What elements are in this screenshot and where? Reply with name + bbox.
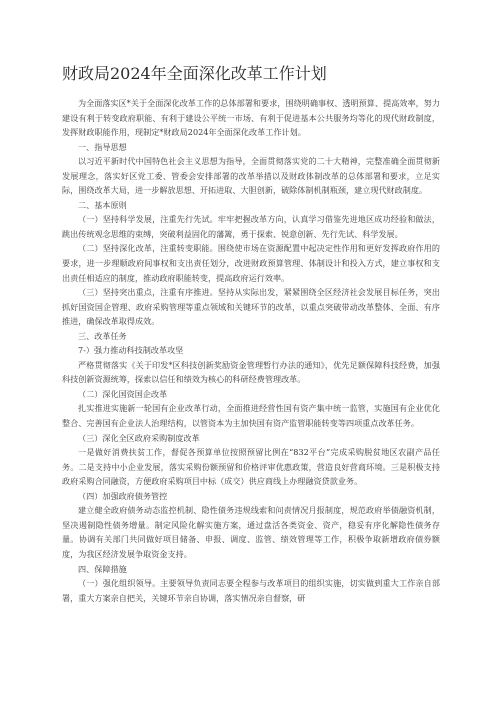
principle-1-paragraph: （一）坚持科学发展，注重先行先试。牢牢把握改革方向，认真学习借鉴先进地区成功经验和做法，跳出传统观念思维的束缚，突破利益固化的藩篱，勇于探索、锐意创新、先行先试、科学发展。 — [62, 214, 440, 239]
procurement-reform-paragraph: 一是做好消费扶贫工作，督促各预算单位按照预留比例在“832平台”完成采购脱贫地区农副产品任务。二是支持中小企业发展，落实采购份额预留和价格评审优惠政策，营造良好营商环境。三是积极支持政府采购合同融资，方便政府采购项目中标（成交）供应商线上办理融资贷款业务。 — [62, 447, 440, 487]
intro-paragraph: 为全面落实区*关于全面深化改革工作的总体部署和要求，围绕明确事权、透明预算、提高效率，努力建设有利于转变政府职能、有利于建设公平统一市场、有利于促进基本公共服务均等化的现代财政制度，发挥财政职能作用，现制定*财政局2024年全面深化改革工作计划。 — [62, 98, 440, 138]
section-heading-basic-principles: 二、基本原则 — [78, 199, 127, 210]
subheading-procurement-reform: （三）深化全区政府采购制度改革 — [78, 432, 200, 443]
subheading-debt-control: （四）加强政府债务管控 — [78, 490, 168, 501]
debt-control-paragraph: 建立健全政府债务动态监控机制、隐性债务违规线索和问责情况月报制度，规范政府举债融资机制，坚决遏制隐性债务增量。制定风险化解实施方案，通过盘活各类资金、资产，稳妥有序化解隐性债务存量。协调有关部门共同做好项目储备、申报、调度、监管、绩效管理等工作，积极争取新增政府债券额度，为我区经济发展争取资金支持。 — [62, 505, 440, 559]
section-heading-guiding-thought: 一、指导思想 — [78, 141, 127, 152]
principle-3-paragraph: （三）坚持突出重点，注重有序推进。坚持从实际出发，紧紧围绕全区经济社会发展目标任务，突出抓好国资国企管理、政府采购管理等重点领域和关键环节的改革，以重点突破带动改革整体、全面、有序推进，确保改革取得成效。 — [62, 287, 440, 327]
section-heading-safeguards: 四、保障措施 — [78, 563, 127, 574]
soe-reform-paragraph: 扎实推进实施新一轮国有企业改革行动，全面推进经营性国有资产集中统一监管，实施国有企业优化整合、完善国有企业法人治理结构，以管资本为主加快国有资产监管职能转变等四项重点改革任务。 — [62, 403, 440, 429]
subheading-tech-reform: 7-）强力推动科技制改革攻坚 — [78, 345, 184, 356]
guiding-thought-paragraph: 以习近平新时代中国特色社会主义思想为指导，全面贯彻落实党的二十大精神，完整准确全面贯彻新发展理念，落实好区党工委、管委会安排部署的改革举措以及财政体制改革的总体部署和要求，立足实际，围绕改革大局，进一步解放思想、开拓进取、大胆创新，破除体制机制瓶颈，建立现代财政制度。 — [62, 156, 440, 196]
principle-2-paragraph: （二）坚持深化改革，注重转变职能。围绕使市场在资源配置中起决定性作用和更好发挥政府作用的要求，进一步理顺政府间事权和支出责任划分，改进财政预算管理、体制设计和投入方式，建立事权和支出责任相适应的制度，推动政府职能转变，提高政府运行效率。 — [62, 243, 440, 283]
tech-reform-paragraph: 严格贯彻落实《关于印发*区科技创新奖励资金管理暂行办法的通知》，优先足额保障科技经费，加强科技创新资源统筹，探索以信任和绩效为核心的科研经费管理改革。 — [62, 359, 440, 385]
section-heading-reform-tasks: 三、改革任务 — [78, 330, 127, 341]
document-title: 财政局2024年全面深化改革工作计划 — [62, 64, 327, 83]
subheading-soe-reform: （二）深化国资国企改革 — [78, 388, 168, 399]
document-body — [62, 96, 440, 605]
safeguard-1-paragraph: （一）强化组织领导。主要领导负责同志要全程参与改革项目的组织实施，切实做到重大工作亲自部署，重大方案亲自把关，关键环节亲自协调，落实情况亲自督察，研 — [62, 578, 440, 603]
